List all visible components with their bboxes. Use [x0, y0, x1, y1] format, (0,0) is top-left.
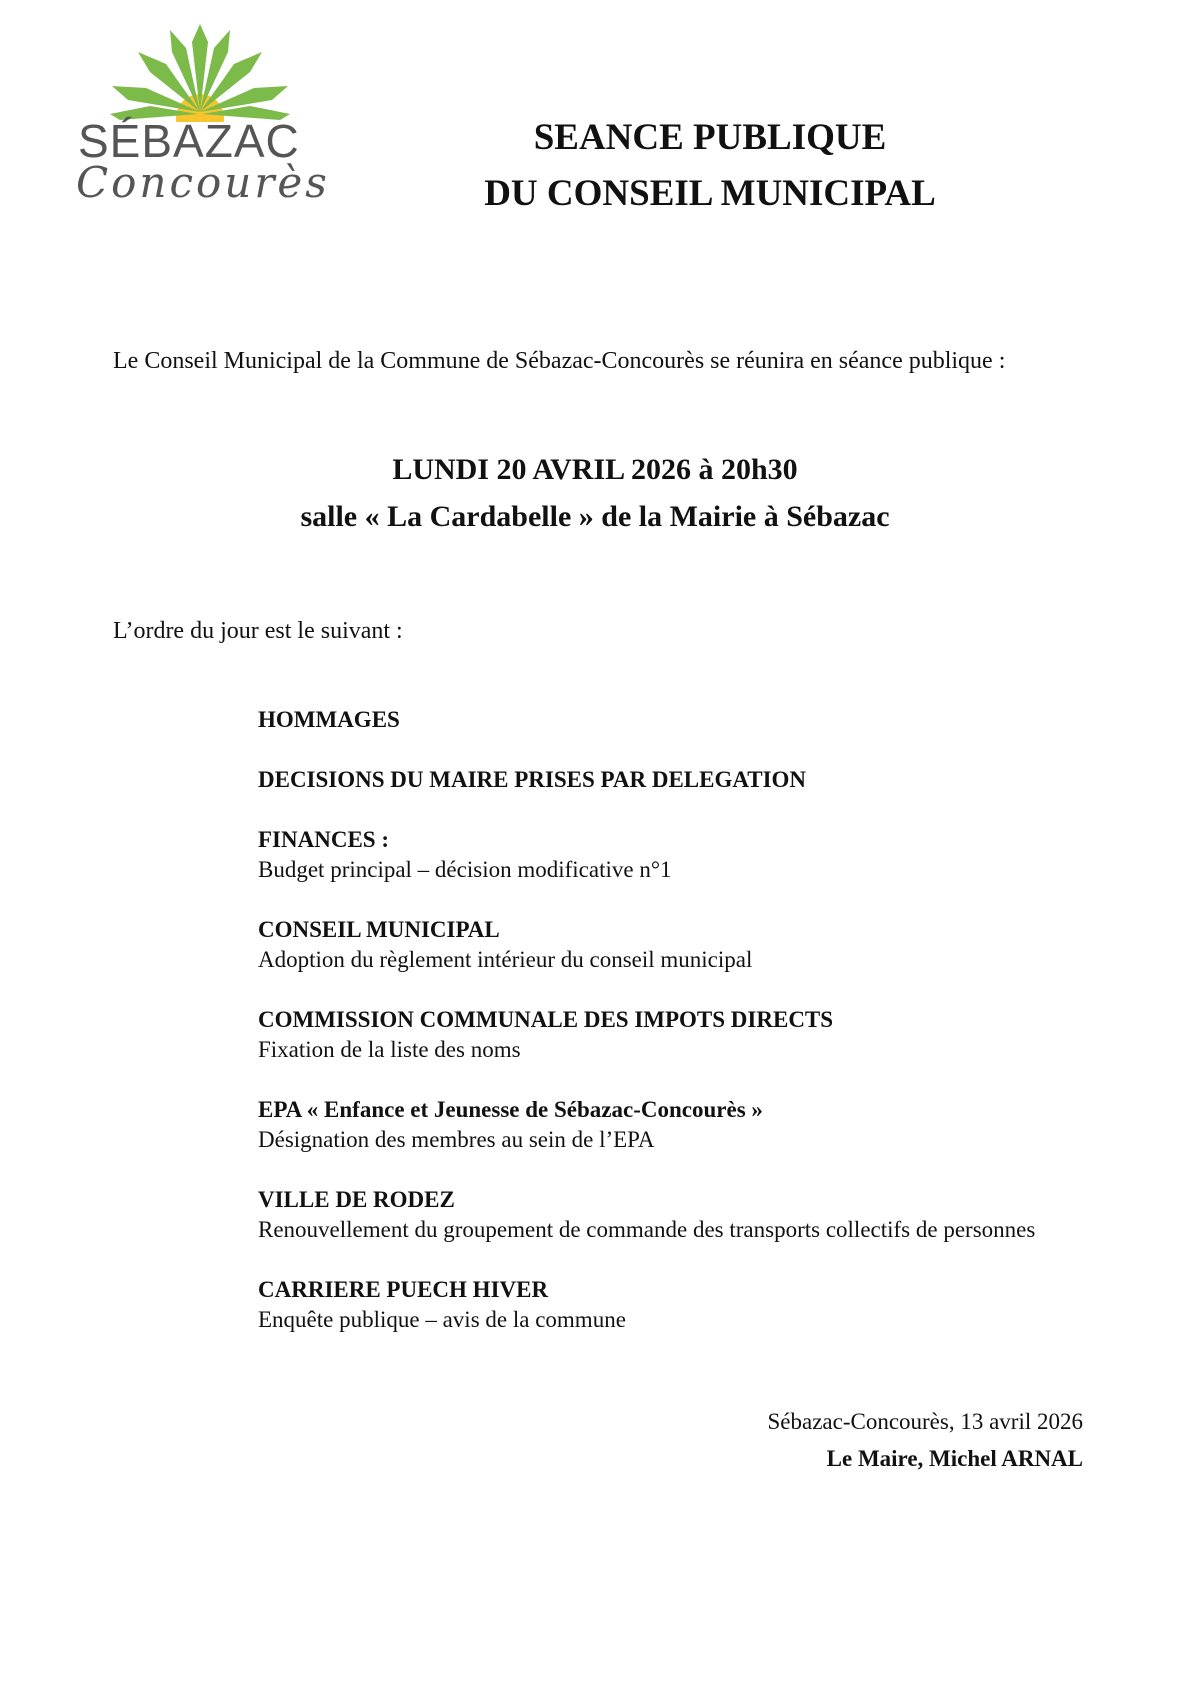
- intro-text: Le Conseil Municipal de la Commune de Sébazac-Concourès se réunira en séance publique :: [113, 348, 1006, 374]
- agenda-item-detail: Adoption du règlement intérieur du conseil municipal: [258, 947, 753, 972]
- agenda-item: [258, 765, 1138, 795]
- agenda-list: [258, 705, 1138, 1365]
- agenda-item-title: CARRIERE PUECH HIVER: [258, 1277, 549, 1302]
- agenda-label: L’ordre du jour est le suivant :: [113, 618, 403, 644]
- logo-name: SÉBAZAC: [78, 115, 300, 167]
- agenda-item-detail: Budget principal – décision modificative n°1: [258, 857, 672, 882]
- agenda-item-detail: Enquête publique – avis de la commune: [258, 1307, 626, 1332]
- agenda-item-detail: Désignation des membres au sein de l’EPA: [258, 1127, 655, 1152]
- agenda-item-title: EPA « Enfance et Jeunesse de Sébazac-Concourès »: [258, 1097, 763, 1122]
- agenda-item-title: HOMMAGES: [258, 707, 400, 732]
- agenda-item-title: VILLE DE RODEZ: [258, 1187, 455, 1212]
- agenda-item: [258, 1005, 1138, 1065]
- signature-place-date: Sébazac-Concourès, 13 avril 2026: [767, 1409, 1083, 1434]
- agenda-item: [258, 1185, 1138, 1245]
- agenda-item: [258, 1275, 1138, 1335]
- title-line-1: SEANCE PUBLIQUE: [533, 117, 887, 158]
- agenda-item: [258, 915, 1138, 975]
- agenda-item-title: COMMISSION COMMUNALE DES IMPOTS DIRECTS: [258, 1007, 834, 1032]
- agenda-item: [258, 825, 1138, 885]
- thistle-sun-icon: [110, 22, 290, 122]
- logo-subname: Concourès: [76, 158, 330, 207]
- signature-block: [767, 1403, 1083, 1477]
- page-title: [440, 110, 980, 222]
- logo: [70, 22, 330, 212]
- agenda-item-title: DECISIONS DU MAIRE PRISES PAR DELEGATION: [258, 767, 807, 792]
- meeting-location: salle « La Cardabelle » de la Mairie à Sébazac: [300, 500, 890, 533]
- meeting-datetime: LUNDI 20 AVRIL 2026 à 20h30: [392, 453, 798, 486]
- agenda-item-detail: Fixation de la liste des noms: [258, 1037, 521, 1062]
- meeting-info: [0, 446, 1190, 540]
- agenda-item-detail: Renouvellement du groupement de commande des transports collectifs de personnes: [258, 1217, 1036, 1242]
- agenda-item: [258, 705, 1138, 735]
- agenda-item: [258, 1095, 1138, 1155]
- agenda-item-title: FINANCES :: [258, 827, 389, 852]
- title-line-2: DU CONSEIL MUNICIPAL: [484, 173, 936, 214]
- signature-name: Le Maire, Michel ARNAL: [826, 1446, 1083, 1471]
- agenda-item-title: CONSEIL MUNICIPAL: [258, 917, 500, 942]
